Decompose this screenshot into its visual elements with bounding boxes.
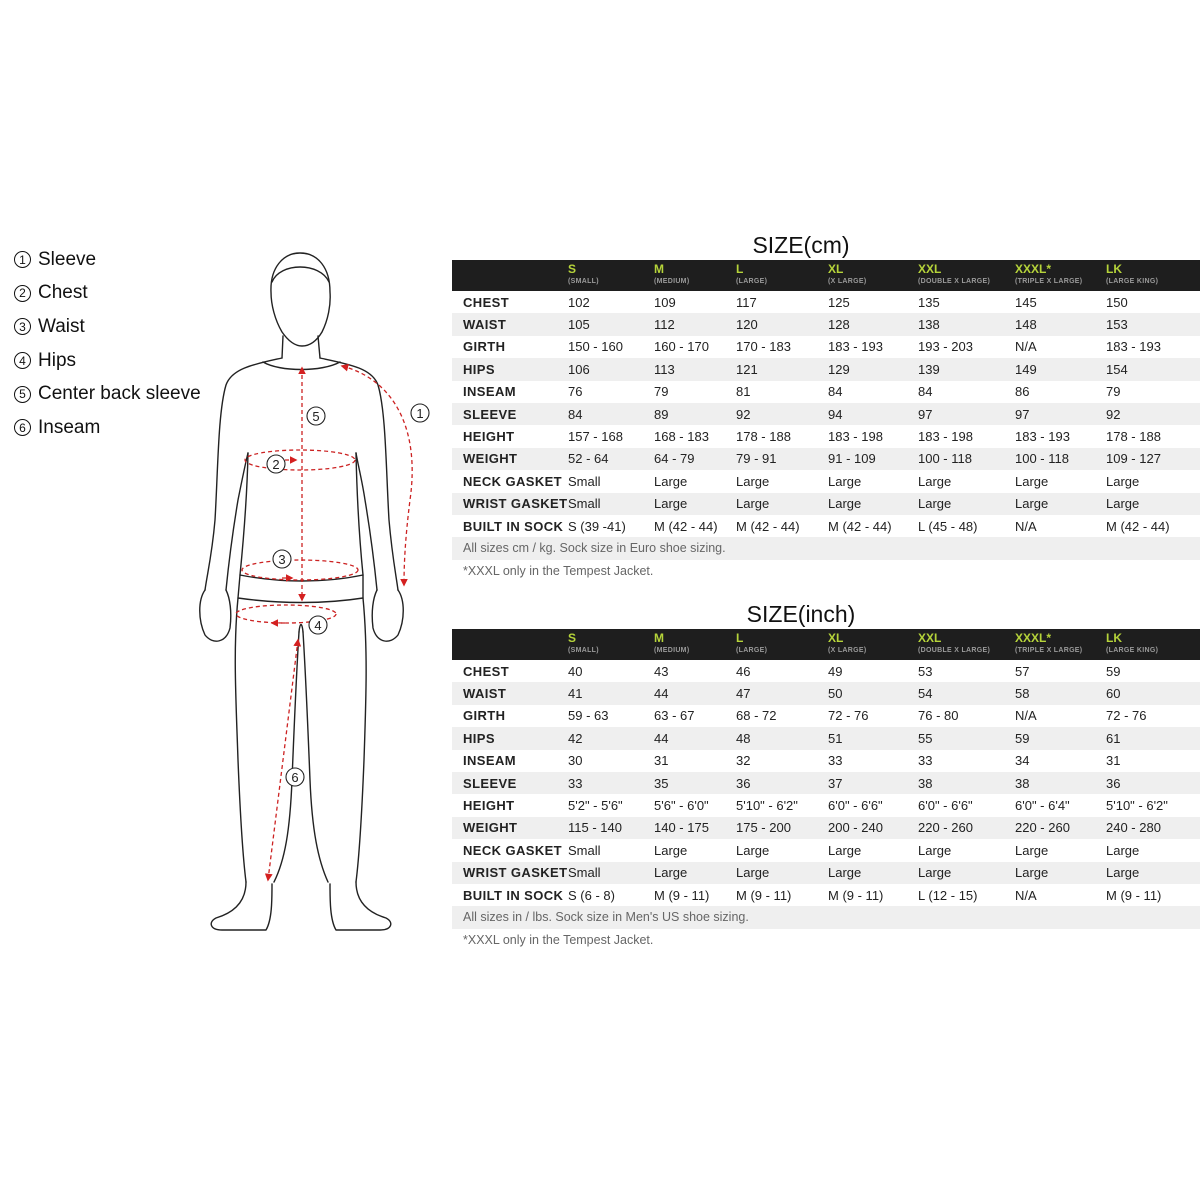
table-cell: 31 [1106, 753, 1121, 769]
size-header-row [452, 260, 1200, 291]
table-cell: 150 - 160 [568, 339, 623, 355]
figure-marker-5: 5 [312, 409, 320, 424]
row-label: CHEST [463, 294, 510, 310]
table-cell: Large [918, 493, 1015, 515]
legend-item-hips [14, 344, 201, 378]
table-cell: 113 [654, 358, 736, 380]
header-corner [452, 629, 568, 660]
size-subtitle: (SMALL) [568, 647, 599, 654]
row-label: NECK GASKET [463, 842, 563, 858]
table-cell: 175 - 200 [736, 817, 828, 839]
table-row [452, 682, 1200, 704]
figure-marker-6: 6 [291, 770, 299, 785]
table-row [452, 336, 1200, 358]
table-cell: 79 [654, 384, 669, 400]
size-code: XL [828, 631, 844, 645]
table-cell: Large [654, 862, 736, 884]
header-size-xl [828, 629, 918, 660]
table-cell: N/A [1015, 708, 1037, 724]
row-label: SLEEVE [452, 403, 568, 425]
table-cell: 120 [736, 313, 828, 335]
table-cell: 5'6" - 6'0" [654, 798, 709, 814]
table-cell: 43 [654, 663, 669, 679]
table-cell: 135 [918, 294, 940, 310]
table-cell: 48 [736, 727, 828, 749]
header-size-l [736, 260, 828, 291]
table-cell: 35 [654, 772, 736, 794]
table-cell: 168 - 183 [654, 429, 709, 445]
row-label: WEIGHT [452, 448, 568, 470]
table-cell: Large [1106, 842, 1140, 858]
table-cell: 44 [654, 682, 736, 704]
table-cell: 178 - 188 [1106, 429, 1161, 445]
table-cell: 121 [736, 358, 828, 380]
table-cell: Small [568, 473, 601, 489]
table-footnote: *XXXL only in the Tempest Jacket. [463, 932, 654, 947]
size-code: LK [1106, 631, 1122, 645]
table-cell: 59 - 63 [568, 708, 609, 724]
table-cell: 6'0" - 6'4" [1015, 798, 1070, 814]
header-corner [452, 260, 568, 291]
table-row [452, 862, 1200, 884]
size-code: S [568, 631, 577, 645]
legend-label: Waist [38, 315, 85, 337]
table-cell: 125 [828, 294, 850, 310]
table-cell: L (45 - 48) [918, 518, 978, 534]
header-size-xxxl [1015, 260, 1106, 291]
size-subtitle: (DOUBLE X LARGE) [918, 278, 991, 285]
header-size-xxl [918, 260, 1015, 291]
size-subtitle: (TRIPLE X LARGE) [1015, 278, 1083, 285]
table-cell: M (9 - 11) [1106, 887, 1162, 903]
table-row [452, 403, 1200, 425]
table-cell: 46 [736, 663, 751, 679]
row-label: HEIGHT [463, 798, 515, 814]
table-row [452, 470, 1200, 492]
table-cell: M (9 - 11) [736, 887, 792, 903]
size-code: LK [1106, 262, 1122, 276]
table-cell: 128 [828, 313, 918, 335]
table-cell: 63 - 67 [654, 708, 695, 724]
table-cell: Large [654, 473, 688, 489]
table-row [452, 727, 1200, 749]
legend-label: Inseam [38, 416, 101, 438]
table-cell: 106 [568, 358, 654, 380]
table-row [452, 358, 1200, 380]
table-cell: 38 [1015, 772, 1106, 794]
table-cell: 76 - 80 [918, 708, 959, 724]
size-code: S [568, 262, 577, 276]
table-cell: 178 - 188 [736, 429, 791, 445]
row-label: HEIGHT [463, 429, 515, 445]
figure-marker-2: 2 [272, 457, 280, 472]
size-code: XXXL* [1015, 262, 1052, 276]
table-cell: 55 [918, 727, 1015, 749]
header-size-xl [828, 260, 918, 291]
figure-marker-4: 4 [314, 618, 322, 633]
table-cell: Large [1015, 473, 1049, 489]
table-cell: 81 [736, 384, 751, 400]
table-cell: 220 - 260 [918, 817, 1015, 839]
table-cell: 53 [918, 663, 933, 679]
table-cell: M (9 - 11) [654, 887, 710, 903]
table-cell: 34 [1015, 753, 1030, 769]
legend-item-waist [14, 310, 201, 344]
table-row [452, 381, 1200, 403]
table-cell: 150 [1106, 294, 1128, 310]
table-cell: 38 [918, 772, 1015, 794]
table-cell: Large [828, 862, 918, 884]
size-subtitle: (MEDIUM) [654, 278, 690, 285]
table-cell: 33 [828, 753, 843, 769]
table-cell: 33 [568, 772, 654, 794]
table-row [452, 772, 1200, 794]
table-cell: Large [918, 473, 952, 489]
table-cell: 36 [736, 772, 828, 794]
table-cell: 183 - 193 [1106, 339, 1161, 355]
table-cell: M (42 - 44) [654, 518, 718, 534]
table-cell: 109 [654, 294, 676, 310]
table-cell: 33 [918, 753, 933, 769]
figure-marker-1: 1 [416, 406, 424, 421]
table-cell: Large [1106, 493, 1200, 515]
table-cell: 170 - 183 [736, 339, 791, 355]
legend-number: 5 [14, 386, 31, 403]
size-code: XXXL* [1015, 631, 1052, 645]
row-label: HIPS [452, 727, 568, 749]
row-label: HIPS [452, 358, 568, 380]
table-cell: M (42 - 44) [736, 518, 800, 534]
row-label: WRIST GASKET [452, 862, 568, 884]
table-row [452, 884, 1200, 906]
size-subtitle: (X LARGE) [828, 647, 867, 654]
table-cell: 5'10" - 6'2" [736, 798, 798, 814]
row-label: BUILT IN SOCK [463, 887, 564, 903]
size-code: XL [828, 262, 844, 276]
header-size-s [568, 629, 654, 660]
table-cell: 183 - 193 [1015, 429, 1070, 445]
table-cell: 72 - 76 [828, 708, 869, 724]
table-cell: Small [568, 862, 654, 884]
table-cell: 112 [654, 313, 736, 335]
table-cell: 92 [736, 403, 828, 425]
table-footnote: *XXXL only in the Tempest Jacket. [463, 563, 654, 578]
row-label: INSEAM [463, 753, 516, 769]
header-size-l [736, 629, 828, 660]
table-cell: 183 - 198 [918, 429, 973, 445]
body-measurement-figure [180, 240, 440, 940]
header-size-lk [1106, 629, 1200, 660]
size-code: XXL [918, 631, 942, 645]
table-cell: 51 [828, 727, 918, 749]
table-cell: Large [736, 473, 770, 489]
table-cell: 94 [828, 403, 918, 425]
header-size-m [654, 260, 736, 291]
table-cell: 97 [918, 403, 1015, 425]
table-cell: 58 [1015, 682, 1106, 704]
size-code: M [654, 262, 664, 276]
size-chart-cm-title: SIZE(cm) [752, 232, 850, 258]
table-cell: 193 - 203 [918, 339, 973, 355]
table-cell: 36 [1106, 772, 1200, 794]
size-code: L [736, 631, 744, 645]
row-label: SLEEVE [452, 772, 568, 794]
table-note: All sizes cm / kg. Sock size in Euro shoe sizing. [452, 537, 1200, 559]
table-row [452, 839, 1200, 861]
legend-label: Chest [38, 282, 88, 304]
table-row [452, 425, 1200, 447]
row-label: CHEST [463, 663, 510, 679]
table-cell: 59 [1015, 727, 1106, 749]
table-cell: 41 [568, 682, 654, 704]
table-cell: Large [654, 842, 688, 858]
table-cell: Small [568, 493, 654, 515]
size-chart-inch-title: SIZE(inch) [746, 601, 856, 627]
table-cell: 109 - 127 [1106, 448, 1200, 470]
table-cell: M (9 - 11) [828, 887, 884, 903]
table-row [452, 313, 1200, 335]
table-cell: Large [736, 842, 770, 858]
table-cell: 5'10" - 6'2" [1106, 798, 1168, 814]
table-cell: 40 [568, 663, 583, 679]
table-cell: 57 [1015, 663, 1030, 679]
table-cell: 183 - 198 [828, 429, 883, 445]
legend-number: 2 [14, 285, 31, 302]
table-cell: 5'2" - 5'6" [568, 798, 623, 814]
size-subtitle: (LARGE) [736, 647, 768, 654]
size-table-cm [452, 260, 1200, 537]
table-cell: Large [1106, 473, 1140, 489]
table-cell: 97 [1015, 403, 1106, 425]
table-row [452, 817, 1200, 839]
table-cell: 84 [568, 403, 654, 425]
row-label: WEIGHT [452, 817, 568, 839]
legend-item-sleeve [14, 243, 201, 277]
table-cell: 52 - 64 [568, 448, 654, 470]
table-cell: Small [568, 842, 601, 858]
table-cell: Large [736, 862, 828, 884]
table-cell: 105 [568, 313, 654, 335]
table-cell: 72 - 76 [1106, 708, 1147, 724]
header-size-xxl [918, 629, 1015, 660]
header-size-m [654, 629, 736, 660]
table-cell: 84 [918, 384, 933, 400]
row-label: INSEAM [463, 384, 516, 400]
table-cell: 86 [1015, 384, 1030, 400]
table-cell: 89 [654, 403, 736, 425]
header-size-xxxl [1015, 629, 1106, 660]
table-cell: Large [1106, 862, 1200, 884]
legend-label: Hips [38, 349, 77, 371]
table-cell: Large [918, 862, 1015, 884]
size-code: M [654, 631, 664, 645]
table-cell: 138 [918, 313, 1015, 335]
table-cell: 149 [1015, 358, 1106, 380]
table-cell: 102 [568, 294, 590, 310]
size-subtitle: (MEDIUM) [654, 647, 690, 654]
size-header-row [452, 629, 1200, 660]
table-row [452, 660, 1200, 682]
table-cell: 76 [568, 384, 583, 400]
size-subtitle: (SMALL) [568, 278, 599, 285]
table-cell: 79 - 91 [736, 448, 828, 470]
table-cell: 129 [828, 358, 918, 380]
table-cell: 54 [918, 682, 1015, 704]
table-cell: 42 [568, 727, 654, 749]
table-cell: 153 [1106, 313, 1200, 335]
row-label: BUILT IN SOCK [463, 518, 564, 534]
legend-number: 1 [14, 251, 31, 268]
size-table-body [452, 660, 1200, 906]
legend-number: 3 [14, 318, 31, 335]
legend-label: Sleeve [38, 248, 97, 270]
table-cell: 115 - 140 [568, 817, 654, 839]
row-label: WAIST [452, 682, 568, 704]
size-subtitle: (DOUBLE X LARGE) [918, 647, 991, 654]
table-cell: M (42 - 44) [828, 518, 892, 534]
size-table-inch [452, 629, 1200, 906]
table-cell: 240 - 280 [1106, 817, 1200, 839]
table-cell: 84 [828, 384, 843, 400]
table-cell: 139 [918, 358, 1015, 380]
table-cell: 160 - 170 [654, 339, 709, 355]
legend-number: 6 [14, 419, 31, 436]
table-row [452, 705, 1200, 727]
table-cell: 79 [1106, 384, 1121, 400]
table-cell: 91 - 109 [828, 448, 918, 470]
table-row [452, 291, 1200, 313]
table-cell: 61 [1106, 727, 1200, 749]
table-cell: Large [1015, 493, 1106, 515]
row-label: GIRTH [463, 708, 506, 724]
table-cell: 59 [1106, 663, 1121, 679]
body-outline [200, 253, 404, 930]
table-cell: 148 [1015, 313, 1106, 335]
size-subtitle: (LARGE) [736, 278, 768, 285]
table-cell: 47 [736, 682, 828, 704]
table-cell: Large [736, 493, 828, 515]
size-code: L [736, 262, 744, 276]
table-cell: 117 [736, 294, 757, 310]
table-cell: Large [828, 842, 862, 858]
table-cell: 60 [1106, 682, 1200, 704]
size-subtitle: (LARGE KING) [1106, 647, 1159, 654]
table-row [452, 794, 1200, 816]
legend-item-inseam [14, 411, 201, 445]
table-cell: 200 - 240 [828, 817, 918, 839]
legend-label: Center back sleeve [38, 383, 201, 405]
table-cell: N/A [1015, 518, 1037, 534]
table-cell: Large [828, 493, 918, 515]
table-cell: 32 [736, 753, 751, 769]
figure-number-markers [267, 404, 429, 786]
table-cell: 6'0" - 6'6" [828, 798, 883, 814]
table-row [452, 493, 1200, 515]
table-cell: 100 - 118 [918, 448, 1015, 470]
table-note: All sizes in / lbs. Sock size in Men's US shoe sizing. [452, 906, 1200, 928]
header-size-s [568, 260, 654, 291]
size-chart-inch [452, 599, 1200, 951]
table-cell: 157 - 168 [568, 429, 623, 445]
table-cell: Large [918, 842, 952, 858]
table-cell: S (39 -41) [568, 518, 626, 534]
table-row [452, 750, 1200, 772]
table-cell: 31 [654, 753, 669, 769]
table-row [452, 515, 1200, 537]
table-cell: Large [654, 493, 736, 515]
table-cell: 49 [828, 663, 843, 679]
table-cell: 68 - 72 [736, 708, 777, 724]
table-cell: 100 - 118 [1015, 448, 1106, 470]
table-cell: 44 [654, 727, 736, 749]
row-label: NECK GASKET [463, 473, 563, 489]
table-cell: Large [828, 473, 862, 489]
header-size-lk [1106, 260, 1200, 291]
table-cell: 64 - 79 [654, 448, 736, 470]
table-cell: 154 [1106, 358, 1200, 380]
table-cell: S (6 - 8) [568, 887, 615, 903]
table-cell: 183 - 193 [828, 339, 883, 355]
table-cell: Large [1015, 862, 1106, 884]
row-label: WRIST GASKET [452, 493, 568, 515]
table-cell: N/A [1015, 339, 1037, 355]
size-table-body [452, 291, 1200, 537]
size-chart-cm [452, 230, 1200, 582]
table-cell: 30 [568, 753, 583, 769]
table-cell: 92 [1106, 403, 1200, 425]
size-subtitle: (X LARGE) [828, 278, 867, 285]
size-subtitle: (LARGE KING) [1106, 278, 1159, 285]
table-cell: 50 [828, 682, 918, 704]
table-cell: 220 - 260 [1015, 817, 1106, 839]
size-subtitle: (TRIPLE X LARGE) [1015, 647, 1083, 654]
table-cell: N/A [1015, 887, 1037, 903]
figure-marker-3: 3 [278, 552, 286, 567]
table-cell: M (42 - 44) [1106, 518, 1170, 534]
table-cell: L (12 - 15) [918, 887, 978, 903]
table-cell: 6'0" - 6'6" [918, 798, 973, 814]
legend-item-chest [14, 277, 201, 311]
table-cell: 37 [828, 772, 918, 794]
table-row [452, 448, 1200, 470]
row-label: GIRTH [463, 339, 506, 355]
legend-number: 4 [14, 352, 31, 369]
table-cell: 145 [1015, 294, 1037, 310]
row-label: WAIST [452, 313, 568, 335]
measurement-legend [14, 243, 201, 445]
legend-item-center-back-sleeve [14, 377, 201, 411]
table-cell: 140 - 175 [654, 817, 736, 839]
table-cell: Large [1015, 842, 1049, 858]
size-code: XXL [918, 262, 942, 276]
